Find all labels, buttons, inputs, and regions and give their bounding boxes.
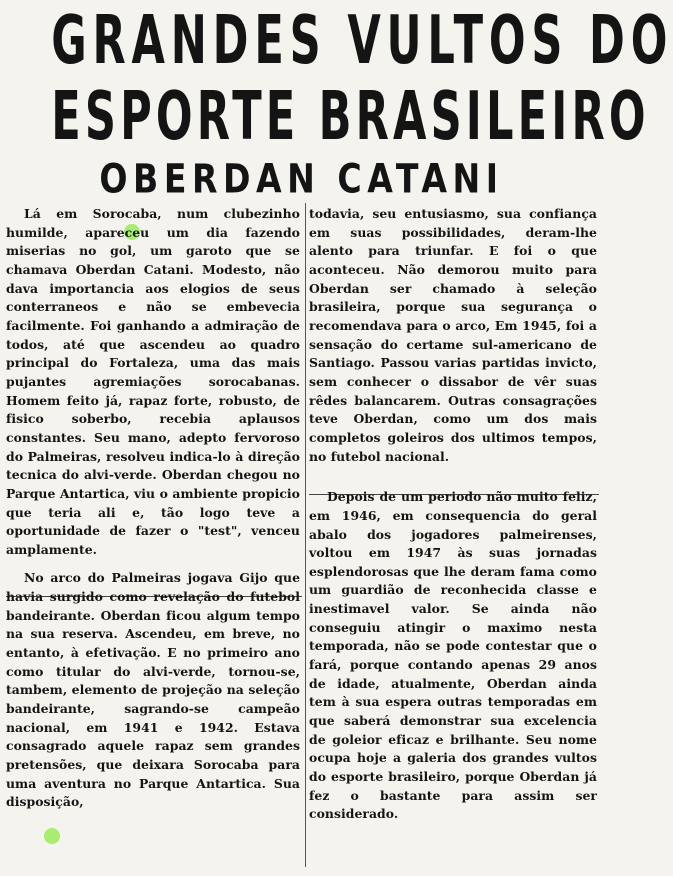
article-subject: OBERDAN CATANI [99, 156, 504, 203]
column-divider [305, 203, 306, 867]
left-column [6, 205, 300, 812]
right-paragraph-1: todavia, seu entusiasmo, sua confiança em suas possibilidades, deram-lhe alento para triunfar. E foi o que aconteceu. Não demorou muito para Oberdan ser chamado à seleção brasileira, porque sua segurança o recomendava para o arco, Em 1945, foi a sensação do certame sul-americano de Santiago. Passou varias partidas invicto, sem conhecer o dissabor de vêr suas rêdes balancarem. Outras consagrações teve Oberdan, como um dos mais completos goleiros dos ultimos tempos, no futebol nacional. [309, 206, 597, 464]
right-column [309, 205, 597, 824]
headline-line-2: ESPORTE BRASILEIRO [51, 78, 650, 156]
highlight-mark [44, 828, 60, 844]
headline-line-1: GRANDES VULTOS DO [51, 2, 673, 80]
left-paragraph-1: Lá em Sorocaba, num clubezinho humilde, apareceu um dia fazendo miserias no gol, um garoto que se chamava Oberdan Catani. Modesto, não dava importancia aos elogios de seus conterraneos e não se embevecia facilmente. Foi ganhando a admiração de todos, até que ascendeu ao quadro principal do Fortaleza, uma das mais pujantes agremiações sorocabanas. Homem feito já, rapaz forte, robusto, de fisico soberbo, recebia aplausos constantes. Seu mano, adepto fervoroso do Palmeiras, resolveu indica-lo à direção tecnica do alvi-verde. Oberdan chegou no Parque Antartica, viu o ambiente propicio que teria ali e, tão logo teve a oportunidade de fazer o "test", venceu amplamente. [6, 206, 300, 557]
left-paragraph-2: No arco do Palmeiras jogava Gijo que havia surgido como revelação do futebol bandeirante. Oberdan ficou algum tempo na sua reserva. Ascendeu, em breve, no entanto, à efetivação. E no primeiro ano como titular do alvi-verde, tornou-se, tambem, elemento de projeção na seleção bandeirante, sagrando-se campeão nacional, em 1941 e 1942. Estava consagrado aquele rapaz sem grandes pretensões, que deixara Sorocaba para uma aventura no Parque Antartica. Sua disposição, [6, 570, 300, 810]
right-paragraph-2: Depois de um periodo não muito feliz, em 1946, em consequencia do geral abalo dos jogadores palmeirenses, voltou em 1947 às suas jornadas esplendorosas que lhe deram fama como um guardião de reconhecida classe e inestimavel valor. Se ainda não conseguiu atingir o maximo nesta temporada, não se pode contestar que o fará, porque contando apenas 29 anos de idade, atualmente, Oberdan ainda tem à sua espera outras temporadas em que saberá demonstrar sua excelencia de goleior eficaz e brilhante. Seu nome ocupa hoje a galeria dos grandes vultos do esporte brasileiro, porque Oberdan já fez o bastante para assim ser considerado. [309, 489, 597, 822]
